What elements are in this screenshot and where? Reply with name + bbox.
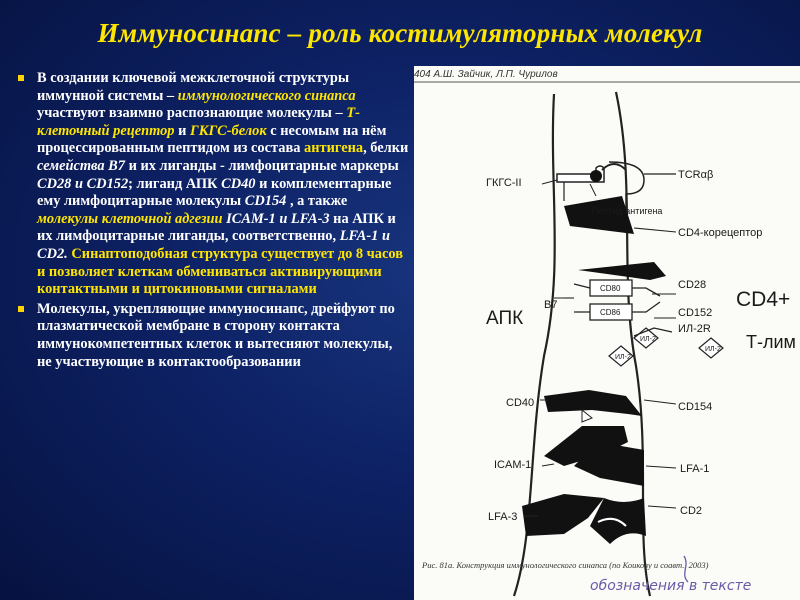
bullet-square-icon <box>18 306 24 312</box>
bullet-segment: В создании ключевой межклеточной структуры иммунной системы – <box>37 70 350 104</box>
label-icam1: ICAM-1 <box>494 459 532 471</box>
bullet-square-icon <box>18 75 24 81</box>
figure-header: 404 А.Ш. Зайчик, Л.П. Чурилов <box>414 69 558 80</box>
label-b7: B7 <box>544 299 558 311</box>
label-t-lymph: Т-лим <box>746 332 796 352</box>
slide-title: Иммуносинапс – роль костимуляторных молекул <box>97 18 703 48</box>
label-cd154: CD154 <box>678 401 713 413</box>
label-cd4-coreceptor: CD4-корецептор <box>678 227 763 239</box>
bullet-segment: Синаптоподобная структура существует до 8 часов и позволяет клеткам обмениваться активирующими контактными и цитокиновыми сигналами <box>37 245 403 298</box>
bullet-list <box>14 70 410 371</box>
bullet-segment: CD28 и CD152 <box>37 175 129 192</box>
bullet-segment: LFA-1 и CD2. <box>37 228 390 262</box>
bullet-segment: на АПК и их лимфоцитарные лиганды, соответственно, <box>37 210 396 245</box>
bullet-item <box>14 70 410 299</box>
label-cd28: CD28 <box>678 279 707 291</box>
label-il2-a: ИЛ-2 <box>640 336 656 343</box>
label-il2r: ИЛ-2R <box>678 323 711 335</box>
bullet-segment: CD154 <box>244 193 287 210</box>
bullet-segment: ICAM-1 и LFA-3 <box>226 210 330 227</box>
bullet-segment: и их лиганды - лимфоцитарные маркеры <box>124 157 399 174</box>
label-cd2: CD2 <box>680 505 703 517</box>
label-lfa1: LFA-1 <box>680 463 710 475</box>
bullet-item <box>14 301 410 371</box>
label-lfa3: LFA-3 <box>488 511 518 523</box>
bullet-text <box>37 70 408 297</box>
bullet-text <box>37 301 395 370</box>
bullet-segment: с несомым на нём процессированным пептидом из состава <box>37 122 387 157</box>
bullet-segment: CD40 <box>221 175 256 192</box>
handwritten-note: обозначения в тексте <box>590 578 752 594</box>
figure-caption: Рис. 81а. Конструкция иммунологического синапса (по Коикову и соавт., 2003) <box>422 560 709 570</box>
synapse-diagram <box>414 66 800 600</box>
bullet-segment: ; лиганд АПК <box>128 175 222 192</box>
label-cd86: CD86 <box>600 308 621 317</box>
label-peptide: Пептид антигена <box>592 206 663 216</box>
label-cd40: CD40 <box>506 397 535 409</box>
synapse-figure <box>414 66 800 600</box>
bullet-segment: участвуют взаимно распознающие молекулы – <box>37 105 347 122</box>
bullet-segment: Т-клеточный рецептор <box>37 105 360 139</box>
label-tcr: TCRαβ <box>678 169 714 181</box>
label-cd4-big: CD4+ <box>736 288 791 311</box>
bullet-segment: Молекулы, укрепляющие иммуносинапс, дрейфуют по плазматической мембране в сторону контакта иммунокомпетентных клеток и вытесняют молекулы, не участвующие в контактообразовании <box>37 300 395 370</box>
bullet-segment: , а также <box>286 193 348 210</box>
bullet-segment: молекулы клеточной адгезии <box>37 210 223 227</box>
bullet-segment: семейства В7 <box>37 157 125 174</box>
label-apk: АПК <box>486 308 524 329</box>
label-cd152: CD152 <box>678 307 713 319</box>
bullet-segment: и комплементарные ему лимфоцитарные молекулы <box>37 175 392 210</box>
bullet-segment: , белки <box>363 140 409 157</box>
bullet-segment: антигена <box>304 140 364 157</box>
label-il2-b: ИЛ-2 <box>615 354 631 361</box>
bullet-segment: ГКГС-белок <box>190 122 267 139</box>
label-cd80: CD80 <box>600 284 621 293</box>
label-gkgs: ГКГС-II <box>486 177 522 189</box>
bullet-segment: иммунологического синапса <box>177 87 356 104</box>
label-il2-c: ИЛ-2 <box>705 346 721 353</box>
bullet-segment: и <box>174 122 190 139</box>
